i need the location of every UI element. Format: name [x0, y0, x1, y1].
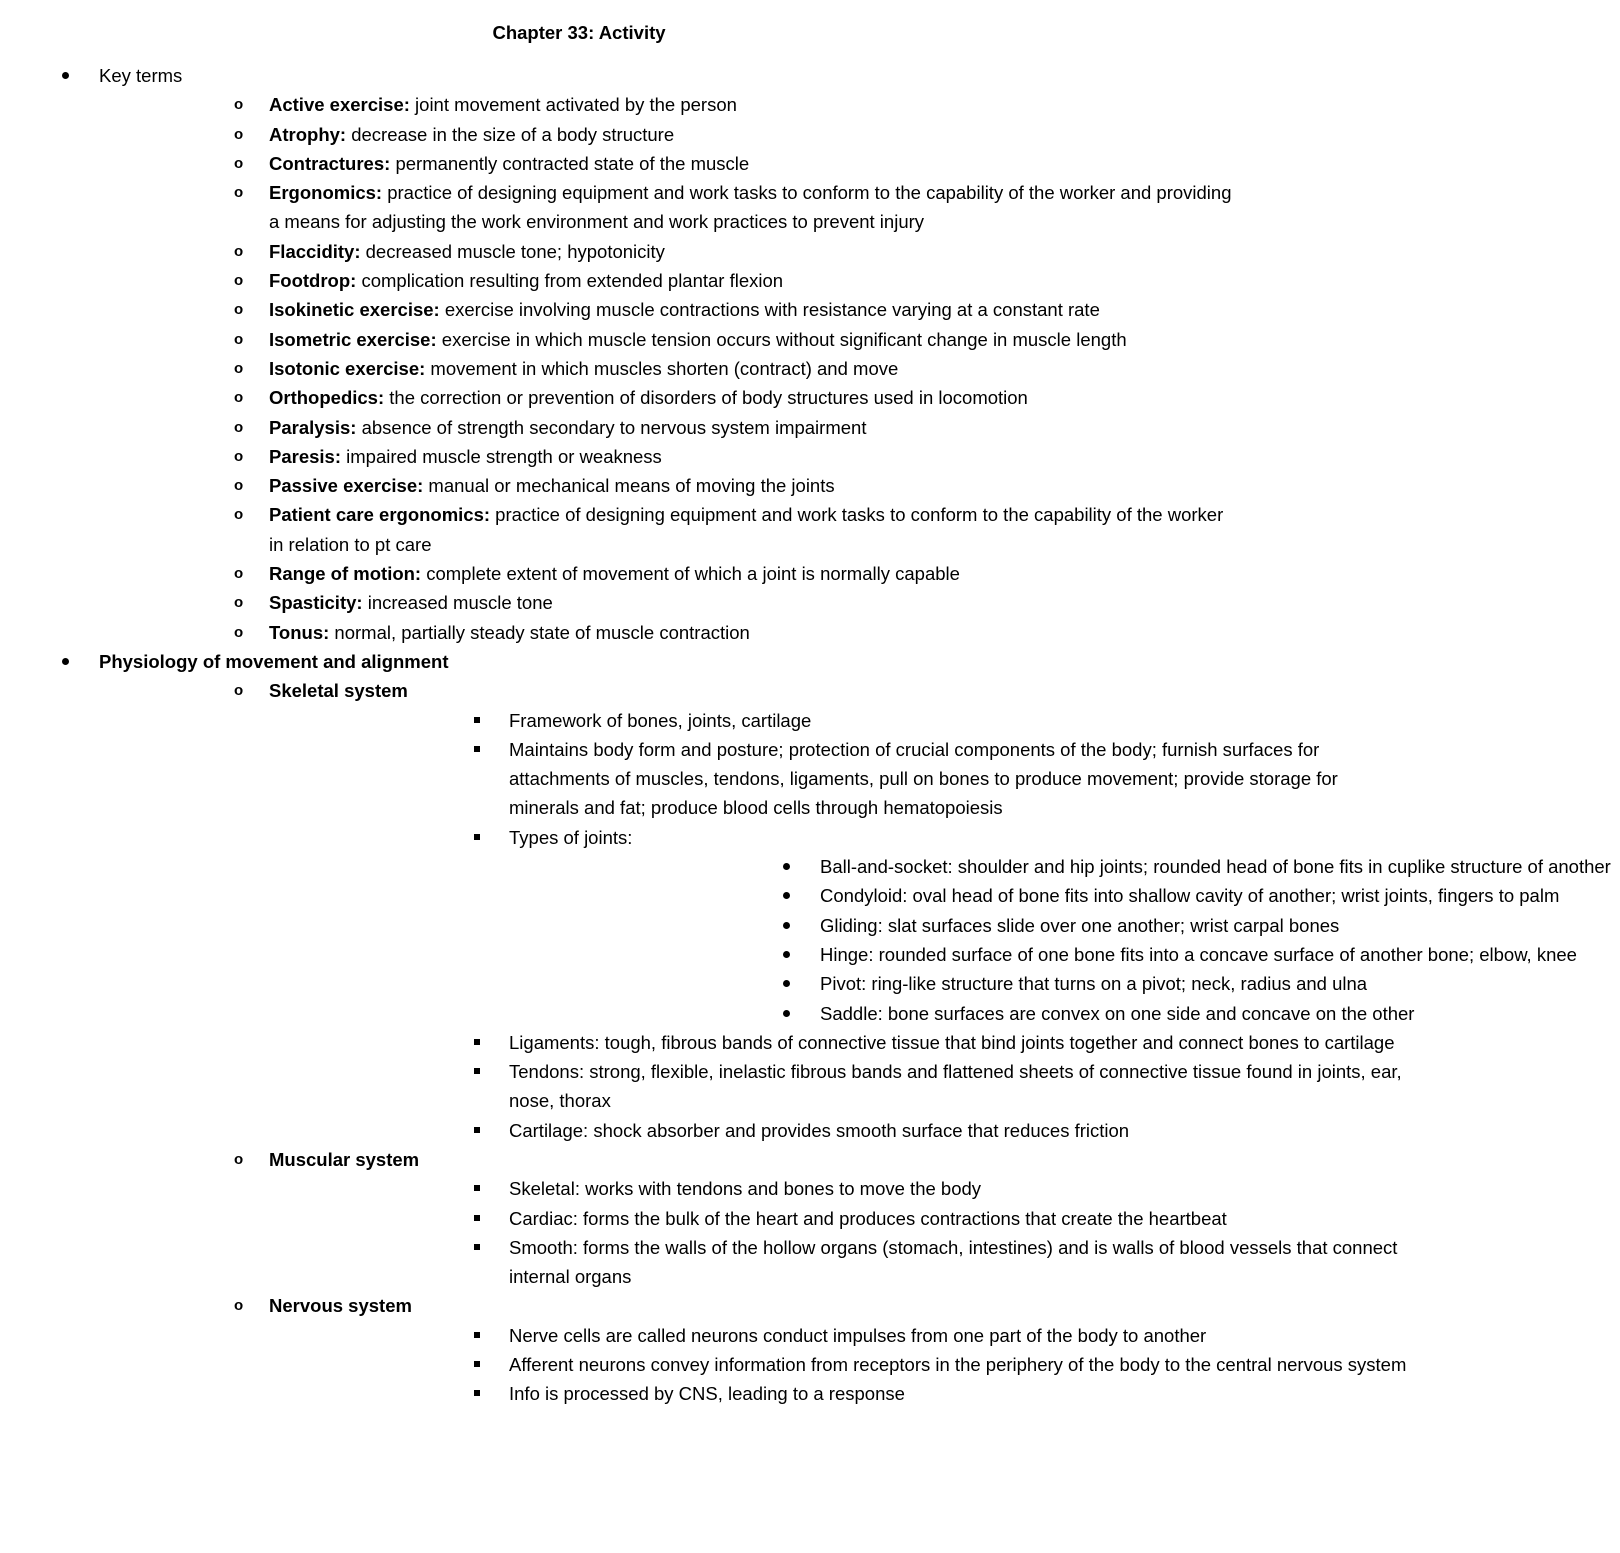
bullet-circle-icon: o [234, 418, 244, 436]
list-item: o Isotonic exercise: movement in which muscles shorten (contract) and move [99, 354, 1200, 383]
list-item: Skeletal: works with tendons and bones to move the body [269, 1174, 1200, 1203]
bullet-square-icon [474, 735, 480, 764]
list-item: Gliding: slat surfaces slide over one another; wrist carpal bones [509, 911, 1200, 940]
bullet-dot-icon [62, 61, 69, 90]
section-heading: Key terms [99, 65, 183, 86]
bullet-circle-icon: o [234, 359, 244, 377]
bullet-square-icon [474, 823, 480, 852]
bullet-square-icon [474, 1233, 480, 1262]
bullet-circle-icon: o [234, 389, 244, 407]
list-item: Smooth: forms the walls of the hollow organs (stomach, intestines) and is walls of blood vessels that connect internal organs [269, 1233, 1200, 1292]
bullet-circle-icon: o [234, 330, 244, 348]
list-item: o Paresis: impaired muscle strength or weakness [99, 442, 1200, 471]
muscular-list [269, 1174, 1398, 1291]
list-item: o Atrophy: decrease in the size of a body structure [99, 120, 1200, 149]
list-item: o Ergonomics: practice of designing equipment and work tasks to conform to the capability of the worker and providing a means for adjusting the work environment and work practices to prevent injury [99, 178, 1200, 237]
bullet-square-icon [474, 1350, 480, 1379]
bullet-circle-icon: o [234, 242, 244, 260]
bullet-circle-icon: o [234, 154, 244, 172]
list-item: o Flaccidity: decreased muscle tone; hypotonicity [99, 237, 1200, 266]
subsection-skeletal [99, 676, 1611, 1145]
bullet-circle-icon: o [234, 594, 244, 612]
bullet-circle-icon: o [234, 96, 244, 114]
subsection-heading: Nervous system [269, 1295, 412, 1317]
bullet-circle-icon: o [234, 447, 244, 465]
list-item: Cardiac: forms the bulk of the heart and produces contractions that create the heartbeat [269, 1204, 1200, 1233]
list-item: o Active exercise: joint movement activated by the person [99, 90, 1200, 119]
bullet-circle-icon: o [234, 682, 244, 700]
bullet-circle-icon: o [234, 1150, 244, 1168]
subsection-muscular [99, 1145, 1398, 1291]
list-item: Pivot: ring-like structure that turns on a pivot; neck, radius and ulna [509, 969, 1200, 998]
list-item: o Passive exercise: manual or mechanical means of moving the joints [99, 471, 1200, 500]
bullet-circle-icon: o [234, 301, 244, 319]
bullet-dot-icon [783, 969, 790, 998]
list-item: o Range of motion: complete extent of movement of which a joint is normally capable [99, 559, 1200, 588]
list-item: o Orthopedics: the correction or prevention of disorders of body structures used in locomotion [99, 383, 1200, 412]
list-item: Hinge: rounded surface of one bone fits into a concave surface of another bone; elbow, knee [509, 940, 1200, 969]
key-terms-list [99, 90, 1232, 647]
bullet-circle-icon: o [234, 125, 244, 143]
bullet-circle-icon: o [234, 565, 244, 583]
bullet-square-icon [474, 1379, 480, 1408]
bullet-square-icon [474, 1057, 480, 1086]
bullet-circle-icon: o [234, 272, 244, 290]
bullet-square-icon [474, 1204, 480, 1233]
bullet-dot-icon [783, 852, 790, 881]
list-item: o Isokinetic exercise: exercise involving muscle contractions with resistance varying at a constant rate [99, 295, 1200, 324]
bullet-circle-icon: o [234, 506, 244, 524]
list-item: o Contractures: permanently contracted state of the muscle [99, 149, 1200, 178]
list-item: o Patient care ergonomics: practice of designing equipment and work tasks to conform to the capability of the worker in relation to pt care [99, 500, 1200, 559]
list-item: Ball-and-socket: shoulder and hip joints; rounded head of bone fits in cuplike structure of another [509, 852, 1200, 881]
subsection-nervous [99, 1291, 1407, 1408]
bullet-dot-icon [783, 999, 790, 1028]
list-item: Nerve cells are called neurons conduct impulses from one part of the body to another [269, 1321, 1200, 1350]
list-item: Saddle: bone surfaces are convex on one side and concave on the other [509, 999, 1200, 1028]
list-item: Types of joints: Ball-and-socket: shoulder and hip joints; rounded head of bone fits in cuplike structure of another Condyloid: oval head of bone fits into shallow cavity of another; wrist joints, fingers to palm Gliding: slat surfaces slide over one another; wrist carpal bones Hinge: rounded surface of one bone fits into a concave surface of another bone; elbow, knee Pivot: ring-like structure that turns on a pivot; neck, radius and ulna Saddle: bone surfaces are convex on one side and concave on the other [269, 823, 1200, 1028]
joints-list [509, 852, 1611, 1028]
list-item: Tendons: strong, flexible, inelastic fibrous bands and flattened sheets of connective tissue found in joints, ear, nose, thorax [269, 1057, 1200, 1116]
bullet-circle-icon: o [234, 184, 244, 202]
subsection-heading: Skeletal system [269, 680, 408, 702]
section-physiology [0, 647, 1611, 1409]
list-item: Framework of bones, joints, cartilage [269, 706, 1200, 735]
bullet-square-icon [474, 1028, 480, 1057]
list-item: o Tonus: normal, partially steady state of muscle contraction [99, 618, 1200, 647]
section-heading: Physiology of movement and alignment [99, 650, 449, 672]
bullet-circle-icon: o [234, 1297, 244, 1315]
skeletal-list [269, 706, 1611, 1145]
bullet-circle-icon: o [234, 477, 244, 495]
subsection-heading: Muscular system [269, 1148, 420, 1170]
list-item: o Isometric exercise: exercise in which muscle tension occurs without significant change in muscle length [99, 325, 1200, 354]
list-item: Maintains body form and posture; protection of crucial components of the body; furnish surfaces for attachments of muscles, tendons, ligaments, pull on bones to produce movement; provide storage for minerals and fat; produce blood cells through hematopoiesis [269, 735, 1200, 823]
section-key-terms [0, 61, 1232, 647]
bullet-square-icon [474, 1321, 480, 1350]
bullet-square-icon [474, 706, 480, 735]
bullet-dot-icon [783, 911, 790, 940]
list-item: o Spasticity: increased muscle tone [99, 588, 1200, 617]
outline [0, 61, 1611, 1409]
bullet-square-icon [474, 1116, 480, 1145]
page-title: Chapter 33: Activity [492, 22, 666, 43]
bullet-dot-icon [62, 647, 69, 676]
bullet-dot-icon [783, 881, 790, 910]
list-item: o Paralysis: absence of strength secondary to nervous system impairment [99, 413, 1200, 442]
nervous-list [269, 1321, 1407, 1409]
bullet-circle-icon: o [234, 623, 244, 641]
bullet-square-icon [474, 1174, 480, 1203]
list-item: o Footdrop: complication resulting from extended plantar flexion [99, 266, 1200, 295]
list-item: Info is processed by CNS, leading to a response [269, 1379, 1200, 1408]
list-item: Ligaments: tough, fibrous bands of connective tissue that bind joints together and connect bones to cartilage [269, 1028, 1200, 1057]
list-item: Condyloid: oval head of bone fits into shallow cavity of another; wrist joints, fingers to palm [509, 881, 1200, 910]
bullet-dot-icon [783, 940, 790, 969]
list-item: Afferent neurons convey information from receptors in the periphery of the body to the central nervous system [269, 1350, 1200, 1379]
physiology-list [99, 676, 1611, 1408]
list-item: Cartilage: shock absorber and provides smooth surface that reduces friction [269, 1116, 1200, 1145]
